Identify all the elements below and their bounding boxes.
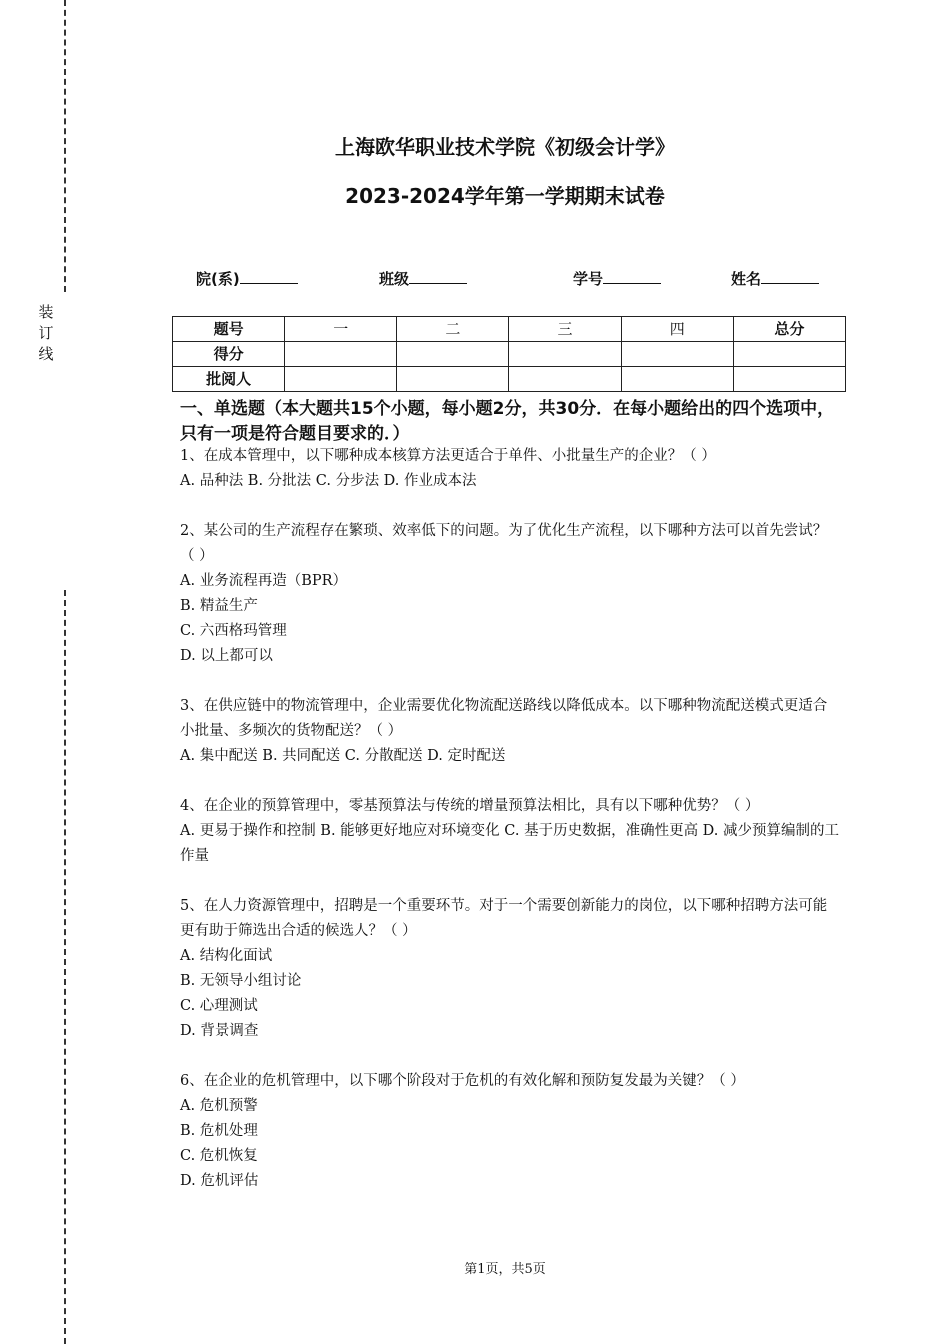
question-option: D. 背景调查 — [180, 1023, 259, 1039]
question-item — [180, 794, 840, 869]
score-cell[interactable] — [621, 367, 733, 392]
question-option: A. 结构化面试 — [180, 948, 273, 964]
fill-blank[interactable] — [409, 269, 467, 284]
fill-blank[interactable] — [240, 269, 298, 284]
binding-char: 线 — [38, 345, 54, 363]
question-option: C. 六西格玛管理 — [180, 623, 287, 639]
score-cell[interactable] — [621, 342, 733, 367]
score-table-header-cell: 一 — [285, 317, 397, 342]
score-cell[interactable] — [509, 367, 621, 392]
score-table-row-label: 得分 — [173, 342, 285, 367]
score-table-row-label: 批阅人 — [173, 367, 285, 392]
question-stem: 5、在人力资源管理中，招聘是一个重要环节。对于一个需要创新能力的岗位，以下哪种招聘方法可能更有助于筛选出合适的候选人？（ ） — [180, 898, 828, 939]
question-option: B. 无领导小组讨论 — [180, 973, 302, 989]
question-option: D. 危机评估 — [180, 1173, 259, 1189]
info-field-class — [379, 268, 467, 289]
score-table-row — [173, 367, 846, 392]
question-option: A. 业务流程再造（BPR） — [180, 573, 348, 589]
info-label: 姓名 — [731, 270, 762, 288]
info-field-student-id — [573, 268, 661, 289]
question-stem: 4、在企业的预算管理中，零基预算法与传统的增量预算法相比，具有以下哪种优势？（ ） — [180, 798, 760, 814]
score-table-header-row — [173, 317, 846, 342]
question-stem: 1、在成本管理中，以下哪种成本核算方法更适合于单件、小批量生产的企业？（ ） — [180, 448, 716, 464]
score-table-header-cell: 三 — [509, 317, 621, 342]
question-stem: 2、某公司的生产流程存在繁琐、效率低下的问题。为了优化生产流程，以下哪种方法可以首先尝试？（ ） — [180, 523, 828, 564]
score-cell[interactable] — [285, 367, 397, 392]
score-table-header-cell: 四 — [621, 317, 733, 342]
binding-char: 装 — [38, 303, 54, 321]
score-table-header-cell: 题号 — [173, 317, 285, 342]
question-item — [180, 519, 840, 669]
question-option: A. 更易于操作和控制 B. 能够更好地应对环境变化 C. 基于历史数据，准确性更高 D. 减少预算编制的工作量 — [180, 823, 840, 864]
question-stem: 6、在企业的危机管理中，以下哪个阶段对于危机的有效化解和预防复发最为关键？（ ） — [180, 1073, 745, 1089]
question-option: C. 危机恢复 — [180, 1148, 258, 1164]
info-field-department — [196, 268, 298, 289]
score-table-header-cell: 二 — [397, 317, 509, 342]
question-option: C. 心理测试 — [180, 998, 258, 1014]
score-cell[interactable] — [509, 342, 621, 367]
score-cell[interactable] — [285, 342, 397, 367]
binding-line-bottom — [64, 590, 66, 1344]
section-heading: 一、单选题（本大题共15个小题，每小题2分，共30分．在每小题给出的四个选项中，只有一项是符合题目要求的．） — [180, 399, 835, 444]
question-option: A. 危机预警 — [180, 1098, 258, 1114]
binding-char: 订 — [38, 324, 54, 342]
question-option: B. 精益生产 — [180, 598, 258, 614]
info-label: 学号 — [573, 270, 604, 288]
student-info-row — [196, 268, 836, 292]
question-item — [180, 444, 840, 494]
question-item — [180, 694, 840, 769]
score-cell[interactable] — [733, 367, 845, 392]
question-stem: 3、在供应链中的物流管理中，企业需要优化物流配送路线以降低成本。以下哪种物流配送模式更适合小批量、多频次的货物配送？（ ） — [180, 698, 828, 739]
question-option: B. 危机处理 — [180, 1123, 258, 1139]
exam-subtitle: 2023-2024学年第一学期期末试卷 — [345, 184, 665, 208]
info-label: 班级 — [379, 270, 410, 288]
score-table-header-cell: 总分 — [733, 317, 845, 342]
question-option: A. 品种法 B. 分批法 C. 分步法 D. 作业成本法 — [180, 473, 477, 489]
score-cell[interactable] — [733, 342, 845, 367]
question-option: A. 集中配送 B. 共同配送 C. 分散配送 D. 定时配送 — [180, 748, 506, 764]
score-cell[interactable] — [397, 367, 509, 392]
binding-label — [36, 302, 56, 365]
info-label: 院(系) — [196, 270, 240, 288]
question-option: D. 以上都可以 — [180, 648, 273, 664]
question-item — [180, 1069, 840, 1194]
score-table-row — [173, 342, 846, 367]
score-cell[interactable] — [397, 342, 509, 367]
question-item — [180, 894, 840, 1044]
info-field-name — [731, 268, 819, 289]
fill-blank[interactable] — [603, 269, 661, 284]
score-table — [172, 316, 846, 392]
exam-title: 上海欧华职业技术学院《初级会计学》 — [335, 135, 675, 159]
question-list — [180, 444, 840, 1219]
fill-blank[interactable] — [761, 269, 819, 284]
page-number: 第1页，共5页 — [464, 1262, 546, 1277]
